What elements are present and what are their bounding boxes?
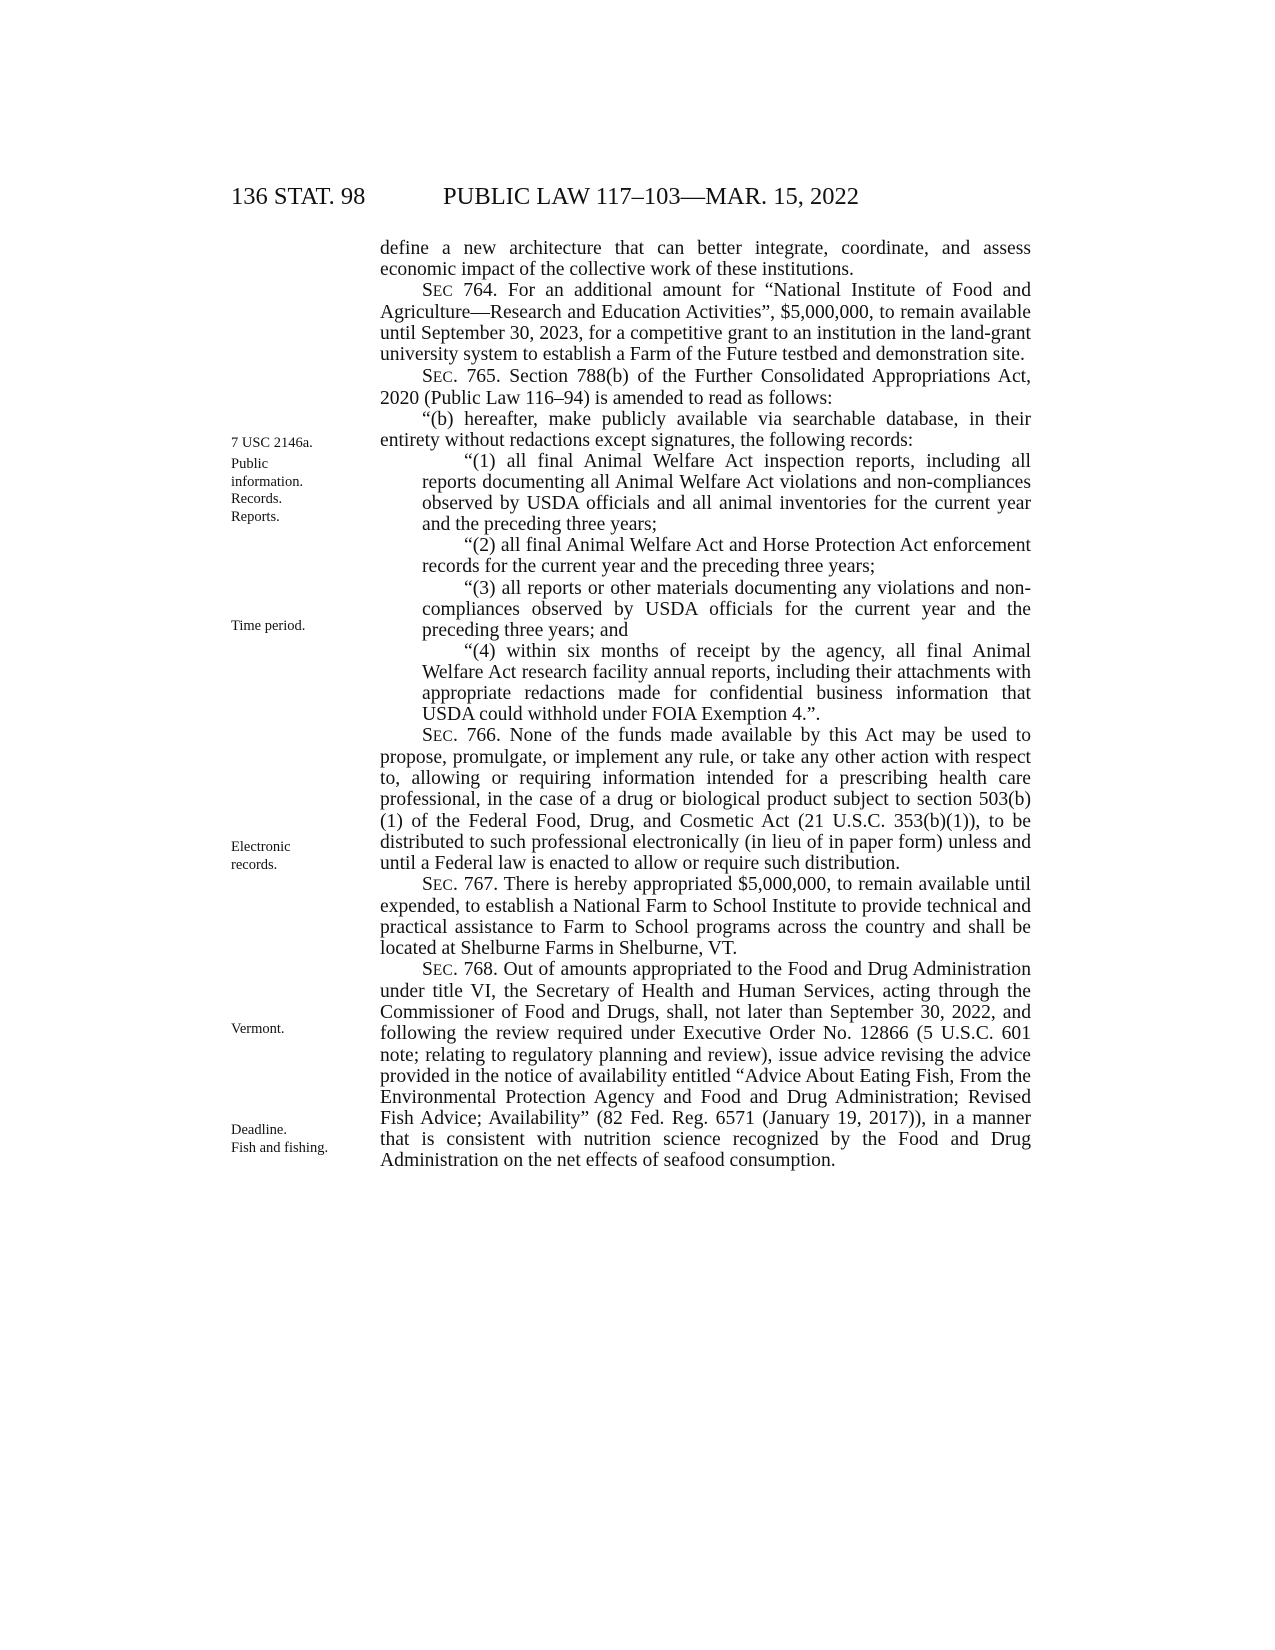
margin-note-electronic: Electronic bbox=[231, 839, 291, 855]
margin-note-vermont bbox=[231, 1021, 371, 1039]
section-765-text: . 765. Section 788(b) of the Further Consolidated Appropriations Act, 2020 (Public Law 116–94) is amended to read as follows: bbox=[380, 365, 1031, 409]
section-768-initial: S bbox=[422, 959, 433, 981]
section-766-initial: S bbox=[422, 725, 433, 747]
section-766 bbox=[380, 725, 1031, 874]
section-767-text: . 767. There is hereby appropriated $5,000,000, to remain available until expended, to establish a National Farm to School Institute to provide technical and practical assistance to Farm to School programs across the country and shall be located at Shelburne Farms in Shelburne, VT. bbox=[380, 873, 1031, 960]
section-768 bbox=[380, 959, 1031, 1171]
section-767 bbox=[380, 874, 1031, 959]
body-text bbox=[380, 238, 1031, 1171]
stat-reference: 136 STAT. 98 bbox=[231, 183, 366, 210]
section-765 bbox=[380, 366, 1031, 409]
section-767-label: EC bbox=[432, 876, 454, 894]
margin-note-usc-ref: 7 USC 2146a. bbox=[231, 435, 313, 451]
section-764 bbox=[380, 280, 1031, 365]
margin-note-fish: Fish and fishing. bbox=[231, 1139, 329, 1156]
section-766-text: . 766. None of the funds made available by this Act may be used to propose, promulgate, or implement any rule, or take any other action with respect to, allowing or requiring information intended for a prescribing health care professional, in the case of a drug or biological product subject to section 503(b)(1) of the Federal Food, Drug, and Cosmetic Act (21 U.S.C. 353(b)(1)), to be distributed to such professional electronically (in lieu of in paper form) unless and until a Federal law is enacted to allow or require such distribution. bbox=[380, 725, 1031, 874]
intro-paragraph: define a new architecture that can better integrate, coordinate, and assess economic impact of the collective work of these institutions. bbox=[380, 238, 1031, 281]
margin-note-reports: Reports. bbox=[231, 508, 280, 525]
page-header bbox=[231, 177, 1031, 217]
margin-note-time-period bbox=[231, 618, 371, 636]
margin-note-vermont-text: Vermont. bbox=[231, 1021, 285, 1037]
margin-note-public-information bbox=[231, 456, 371, 526]
margin-note-public: Public bbox=[231, 456, 269, 472]
margin-note-deadline-fish bbox=[231, 1122, 371, 1157]
law-title: PUBLIC LAW 117–103—MAR. 15, 2022 bbox=[443, 183, 859, 210]
margin-note-records: Records. bbox=[231, 491, 283, 507]
item-4: “(4) within six months of receipt by the agency, all final Animal Welfare Act research facility annual reports, including their attachments with appropriate redactions made for confidential business information that USDA could withhold under FOIA Exemption 4.”. bbox=[422, 640, 1031, 726]
section-767-initial: S bbox=[422, 873, 433, 895]
section-765-initial: S bbox=[422, 365, 433, 387]
section-768-text: . 768. Out of amounts appropriated to the Food and Drug Administration under title VI, the Secretary of Health and Human Services, acting through the Commissioner of Food and Drugs, shall, not later than September 30, 2022, and following the review required under Executive Order No. 12866 (5 U.S.C. 601 note; relating to regulatory planning and review), issue advice revising the advice provided in the notice of availability entitled “Advice About Eating Fish, From the Environmental Protection Agency and Food and Drug Administration; Revised Fish Advice; Availability” (82 Fed. Reg. 6571 (January 19, 2017)), in a manner that is consistent with nutrition science recognized by the Food and Drug Administration on the net effects of seafood consumption. bbox=[380, 959, 1031, 1172]
section-765-label: EC bbox=[432, 368, 454, 386]
section-768-label: EC bbox=[432, 962, 454, 980]
margin-note-time-period-text: Time period. bbox=[231, 618, 306, 634]
margin-note-electronic-records bbox=[231, 839, 371, 874]
margin-note-electronic-records-text: records. bbox=[231, 856, 278, 873]
item-1: “(1) all final Animal Welfare Act inspection reports, including all reports documenting all Animal Welfare Act violations and non-compliances observed by USDA officials and all animal inventories for the current year and the preceding three years; bbox=[422, 450, 1031, 536]
item-3: “(3) all reports or other materials documenting any violations and non-compliances observed by USDA officials for the current year and the preceding three years; and bbox=[422, 577, 1031, 641]
margin-note-deadline: Deadline. bbox=[231, 1122, 287, 1138]
item-2: “(2) all final Animal Welfare Act and Horse Protection Act enforcement records for the current year and the preceding three years; bbox=[422, 535, 1031, 578]
section-766-label: EC bbox=[432, 728, 454, 746]
section-764-initial: S bbox=[422, 280, 433, 302]
margin-note-usc bbox=[231, 435, 371, 453]
section-764-text: 764. For an additional amount for “National Institute of Food and Agriculture—Research and Education Activities”, $5,000,000, to remain available until September 30, 2023, for a competitive grant to an institution in the land-grant university system to establish a Farm of the Future testbed and demonstration site. bbox=[380, 280, 1031, 366]
subsection-b-quote: “(b) hereafter, make publicly available via searchable database, in their entirety without redactions except signatures, the following records: bbox=[380, 408, 1031, 451]
section-764-label: EC bbox=[432, 283, 454, 301]
margin-note-information: information. bbox=[231, 473, 304, 490]
